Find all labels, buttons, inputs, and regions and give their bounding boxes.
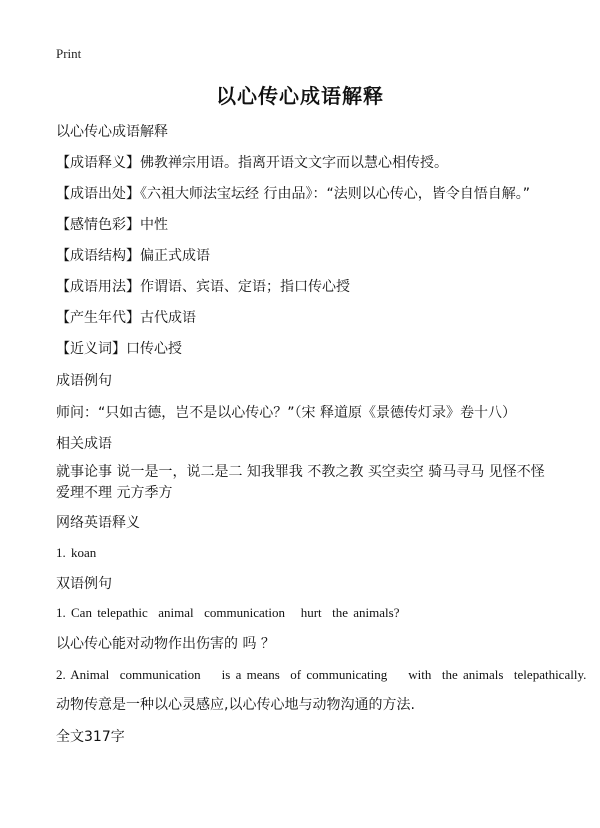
bilingual-example-en: 1. Can telepathic animal communication hurt the animals? <box>56 605 400 620</box>
related-heading: 相关成语 <box>56 436 112 452</box>
field-synonym <box>56 338 182 358</box>
field-label: 【近义词】 <box>56 341 126 357</box>
bilingual-example-en: 2. Animal communication is a means of communicating with the animals telepathically. <box>56 667 587 682</box>
field-value: 偏正式成语 <box>140 248 210 264</box>
field-value: 古代成语 <box>140 310 196 326</box>
field-value: 佛教禅宗用语。指离开语文文字而以慧心相传授。 <box>140 155 448 171</box>
field-meaning <box>56 152 448 172</box>
field-label: 【成语结构】 <box>56 248 140 264</box>
field-value: 口传心授 <box>126 341 182 357</box>
field-label: 【感情色彩】 <box>56 217 140 233</box>
field-source <box>56 183 530 203</box>
print-link[interactable]: Print <box>56 46 82 61</box>
field-label: 【产生年代】 <box>56 310 140 326</box>
bilingual-example-zh: 动物传意是一种以心灵感应,以心传心地与动物沟通的方法. <box>56 697 415 713</box>
field-sentiment <box>56 214 168 234</box>
bilingual-example-zh: 以心传心能对动物作出伤害的 吗 ？ <box>56 636 275 652</box>
example-text: 师问：“只如古德，岂不是以心传心？”（宋 释道原《景德传灯录》卷十八） <box>56 405 516 421</box>
field-label: 【成语用法】 <box>56 279 140 295</box>
english-heading: 网络英语释义 <box>56 515 140 531</box>
field-value: 中性 <box>140 217 168 233</box>
page-title: 以心传心成语解释 <box>216 84 384 108</box>
english-item: 1. koan <box>56 545 97 560</box>
field-label: 【成语释义】 <box>56 155 140 171</box>
word-count: 全文317字 <box>56 729 125 745</box>
field-label: 【成语出处】 <box>56 186 140 202</box>
field-era <box>56 307 196 327</box>
field-value: 《六祖大师法宝坛经 行由品》：“法则以心传心，皆令自悟自解。” <box>140 186 530 202</box>
field-value: 作谓语、宾语、定语；指口传心授 <box>140 279 350 295</box>
related-idioms-text: 就事论事 说一是一，说二是二 知我罪我 不教之教 买空卖空 骑马寻马 见怪不怪 爱理不理 元方季方 <box>56 464 545 501</box>
field-usage <box>56 276 350 296</box>
field-structure <box>56 245 210 265</box>
section-subtitle: 以心传心成语解释 <box>56 124 168 140</box>
example-heading: 成语例句 <box>56 373 112 389</box>
bilingual-heading: 双语例句 <box>56 576 112 592</box>
